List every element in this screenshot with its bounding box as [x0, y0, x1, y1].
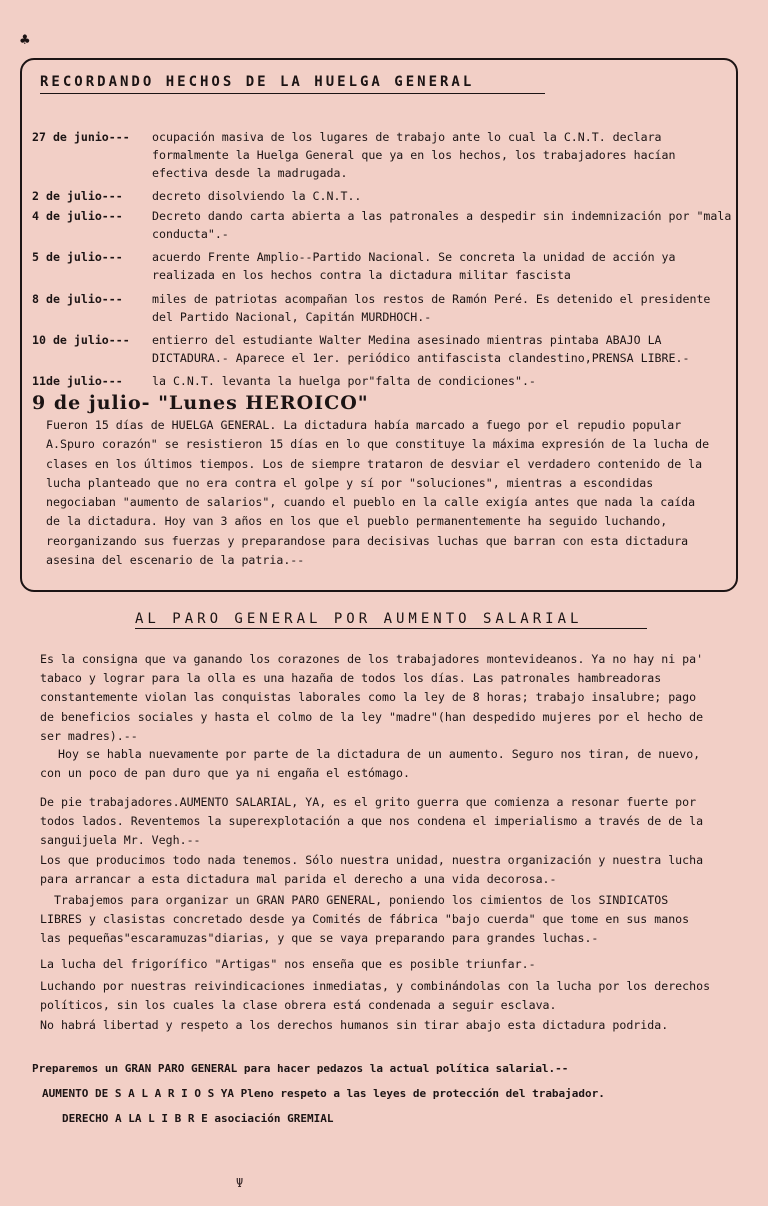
body-paragraph: La lucha del frigorífico "Artigas" nos enseña que es posible triunfar.- [40, 957, 536, 971]
entry-date: 8 de julio--- [32, 292, 123, 306]
entry-text: miles de patriotas acompañan los restos de Ramón Peré. Es detenido el presidente del Partido Nacional, Capitán MURDHOCH.- [152, 292, 711, 324]
section-title-underline [135, 628, 647, 629]
slogan-line: Preparemos un GRAN PARO GENERAL para hacer pedazos la actual política salarial.-- [32, 1062, 569, 1075]
entry-text: ocupación masiva de los lugares de trabajo ante lo cual la C.N.T. declara formalmente la Huelga General que ya en los hechos, los trabajadores hacían efectiva desde la madrugada. [152, 130, 676, 180]
box-title: RECORDANDO HECHOS DE LA HUELGA GENERAL [40, 74, 475, 90]
body-paragraph: De pie trabajadores.AUMENTO SALARIAL, YA, es el grito guerra que comienza a resonar fuerte por todos lados. Reventemos la superexplotación a que nos condena el imperialismo a través de de la sanguijuela Mr. Vegh.-- [40, 795, 704, 848]
entry-text: Decreto dando carta abierta a las patronales a despedir sin indemnización por "mala conducta".- [152, 209, 732, 241]
section-title: AL PARO GENERAL POR AUMENTO SALARIAL [135, 611, 583, 627]
entry-date: 2 de julio--- [32, 189, 123, 203]
lunes-heroico-heading: 9 de julio- "Lunes HEROICO" [32, 392, 369, 414]
entry-text: entierro del estudiante Walter Medina asesinado mientras pintaba ABAJO LA DICTADURA.- Aparece el 1er. periódico antifascista clandestino,PRENSA LIBRE.- [152, 333, 690, 365]
entry-text: acuerdo Frente Amplio--Partido Nacional. Se concreta la unidad de acción ya realizada en los hechos contra la dictadura militar fascista [152, 250, 676, 282]
body-paragraph: No habrá libertad y respeto a los derechos humanos sin tirar abajo esta dictadura podrida. [40, 1018, 669, 1032]
slogan-line: AUMENTO DE S A L A R I O S YA Pleno respeto a las leyes de protección del trabajador. [42, 1087, 605, 1100]
body-paragraph: Trabajemos para organizar un GRAN PARO GENERAL, poniendo los cimientos de los SINDICATOS LIBRES y clasistas concretado desde ya Comités de fábrica "bajo cuerda" que tome en sus manos las pequeñas"escaramuzas"diarias, y que se vaya preparando para grandes luchas.- [40, 893, 690, 946]
entry-date: 11de julio--- [32, 374, 123, 388]
body-paragraph: Hoy se habla nuevamente por parte de la dictadura de un aumento. Seguro nos tiran, de nuevo, con un poco de pan duro que ya ni engaña el estómago. [40, 747, 701, 781]
entry-text: decreto disolviendo la C.N.T.. [152, 189, 362, 203]
entry-date: 10 de julio--- [32, 333, 130, 347]
entry-date: 5 de julio--- [32, 250, 123, 264]
body-paragraph: Es la consigna que va ganando los corazones de los trabajadores montevideanos. Ya no hay ni pa' tabaco y lograr para la olla es una hazaña de todos los días. Las patronales hambreadoras constantemente violan las conquistas laborales como la ley de 8 horas; trabajo insalubre; pago de beneficios sociales y hasta el colmo de la ley "madre"(han despedido mujeres por el hecho de ser madres).-- [40, 652, 704, 743]
slogan-line: DERECHO A LA L I B R E asociación GREMIAL [62, 1112, 334, 1125]
entry-date: 4 de julio--- [32, 209, 123, 223]
title-underline [40, 93, 545, 94]
entry-text: la C.N.T. levanta la huelga por"falta de condiciones".- [152, 374, 536, 388]
corner-ink-mark: ♣ [20, 30, 30, 49]
entry-date: 27 de junio--- [32, 130, 130, 144]
huelga-summary-paragraph: Fueron 15 días de HUELGA GENERAL. La dictadura había marcado a fuego por el repudio popular A.Spuro corazón" se resistieron 15 días en lo que constituye la máxima expresión de la lucha de clases en los últimos tiempos. Los de siempre trataron de desviar el verdadero contenido de la lucha planteado que no era contra el golpe y sí por "soluciones", mientras a escondidas negociaban "aumento de salarios", cuando el pueblo en la calle exigía antes que nada la caída de la dictadura. Hoy van 3 años en los que el pueblo permanentemente ha seguido luchando, reorganizando sus fuerzas y preparandose para decisivas luchas que barran con esta dictadura asesina del escenario de la patria.-- [46, 418, 710, 568]
bottom-ink-mark: Ψ [236, 1176, 244, 1190]
body-paragraph: Los que producimos todo nada tenemos. Sólo nuestra unidad, nuestra organización y nuestra lucha para arrancar a esta dictadura mal parida el derecho a una vida decorosa.- [40, 853, 704, 887]
body-paragraph: Luchando por nuestras reivindicaciones inmediatas, y combinándolas con la lucha por los derechos políticos, sin los cuales la clase obrera está condenada a seguir esclava. [40, 979, 711, 1013]
